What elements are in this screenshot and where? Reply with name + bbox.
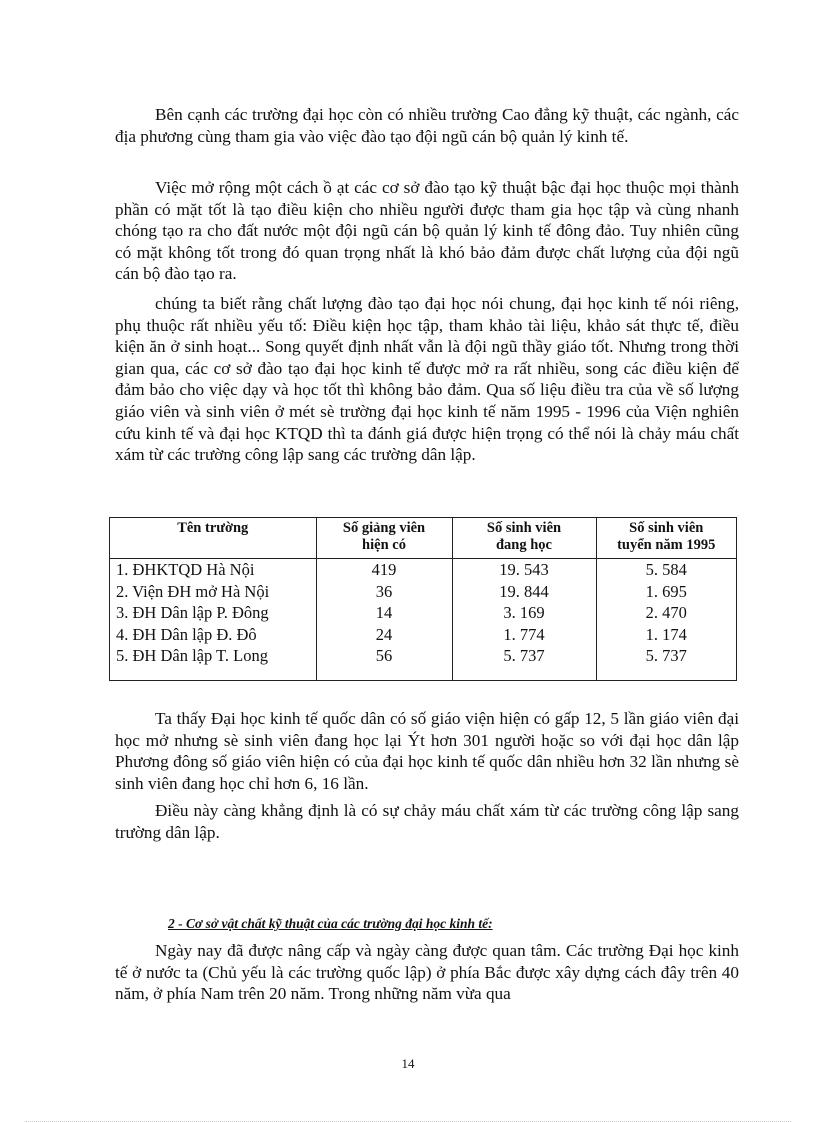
cell-lecturers: 419 [316, 559, 452, 581]
table-row [110, 581, 736, 603]
paragraph-1: Bên cạnh các trường đại học còn có nhiều trường Cao đẳng kỹ thuật, các ngành, các địa phương cùng tham gia vào việc đào tạo đội ngũ cán bộ quản lý kinh tế. [115, 105, 739, 146]
cell-university: 1. ĐHKTQD Hà Nội [116, 560, 255, 579]
header-enrolled-1995: Số sinh viên tuyển năm 1995 [596, 518, 736, 559]
cell-enrolled: 2. 470 [596, 602, 736, 624]
cell-lecturers: 14 [316, 602, 452, 624]
cell-university: 5. ĐH Dân lập T. Long [116, 646, 268, 665]
cell-lecturers: 36 [316, 581, 452, 603]
header-university-name: Tên trường [110, 518, 316, 559]
cell-students: 19. 844 [452, 581, 596, 603]
cell-students: 19. 543 [452, 559, 596, 581]
table-filler-row [110, 667, 736, 681]
cell-students: 3. 169 [452, 602, 596, 624]
cell-enrolled: 5. 737 [596, 645, 736, 667]
cell-students: 5. 737 [452, 645, 596, 667]
cell-lecturers: 24 [316, 624, 452, 646]
table-row [110, 559, 736, 581]
cell-enrolled: 5. 584 [596, 559, 736, 581]
paragraph-6: Ngày nay đã được nâng cấp và ngày càng được quan tâm. Các trường Đại học kinh tế ở nước ta (Chủ yếu là các trường quốc lập) ở phía Bắc được xây dựng cách đây trên 40 năm, ở phía Nam trên 20 năm. Trong những năm vừa qua [115, 941, 739, 1004]
header-current-students: Số sinh viên đang học [452, 518, 596, 559]
paragraph-3: chúng ta biết rằng chất lượng đào tạo đại học nói chung, đại học kinh tế nói riêng, phụ thuộc rất nhiều yếu tố: Điều kiện học tập, tham khảo tài liệu, khảo sát thực tế, điều kiện ăn ở sinh hoạt... Song quyết định nhất vẫn là đội ngũ thầy giáo tốt. Nhưng trong thời gian qua, các cơ sở đào tạo đại học kinh tế được mở ra rất nhiều, song các điều kiện để đảm bảo cho việc dạy và học tốt thì không bảo đảm. Qua số liệu điều tra của về số lượng giáo viên và sinh viên ở mét sè trường đại học kinh tế năm 1995 - 1996 của Viện nghiên cứu kinh tế và đại học KTQD thì ta đánh giá được hiện trọng có thể nói là chảy máu chất xám từ các trường công lập sang các trường dân lập. [115, 294, 739, 465]
table-row [110, 624, 736, 646]
cell-students: 1. 774 [452, 624, 596, 646]
cell-lecturers: 56 [316, 645, 452, 667]
cell-university: 3. ĐH Dân lập P. Đông [116, 603, 269, 622]
page-number: 14 [401, 1056, 415, 1071]
paragraph-2: Việc mở rộng một cách ồ ạt các cơ sở đào tạo kỹ thuật bậc đại học thuộc mọi thành phần có mặt tốt là tạo điều kiện cho nhiều người được tham gia học tập và cùng nhanh chóng tạo ra cho đất nước một đội ngũ cán bộ quản lý kinh tế đông đảo. Tuy nhiên cũng có mặt không tốt trong đó quan trọng nhất là khó bảo đảm được chất lượng của đội ngũ cán bộ đào tạo ra. [115, 178, 739, 284]
cell-enrolled: 1. 695 [596, 581, 736, 603]
cell-university: 4. ĐH Dân lập Đ. Đô [116, 624, 257, 644]
page-bottom-divider [25, 1121, 791, 1122]
table-row [110, 602, 736, 624]
paragraph-4: Ta thấy Đại học kinh tế quốc dân có số giáo viện hiện có gấp 12, 5 lần giáo viên đại học mở nhưng sè sinh viên đang học lại Ýt hơn 301 người hoặc so với đại học dân lập Phương đông số giáo viên hiện có của đại học kinh tế quốc dân nhiều hơn 32 lần nhưng sè sinh viên đang học chỉ hơn 6, 16 lần. [115, 709, 739, 793]
header-lecturers: Số giảng viên hiện có [316, 518, 452, 559]
paragraph-5: Điều này càng khẳng định là có sự chảy máu chất xám từ các trường công lập sang trường dân lập. [115, 801, 739, 842]
section-heading: 2 - Cơ sở vật chất kỹ thuật của các trường đại học kinh tế: [168, 916, 493, 931]
table-row [110, 645, 736, 667]
cell-university: 2. Viện ĐH mở Hà Nội [116, 581, 270, 601]
university-statistics-table [109, 517, 737, 681]
cell-enrolled: 1. 174 [596, 624, 736, 646]
